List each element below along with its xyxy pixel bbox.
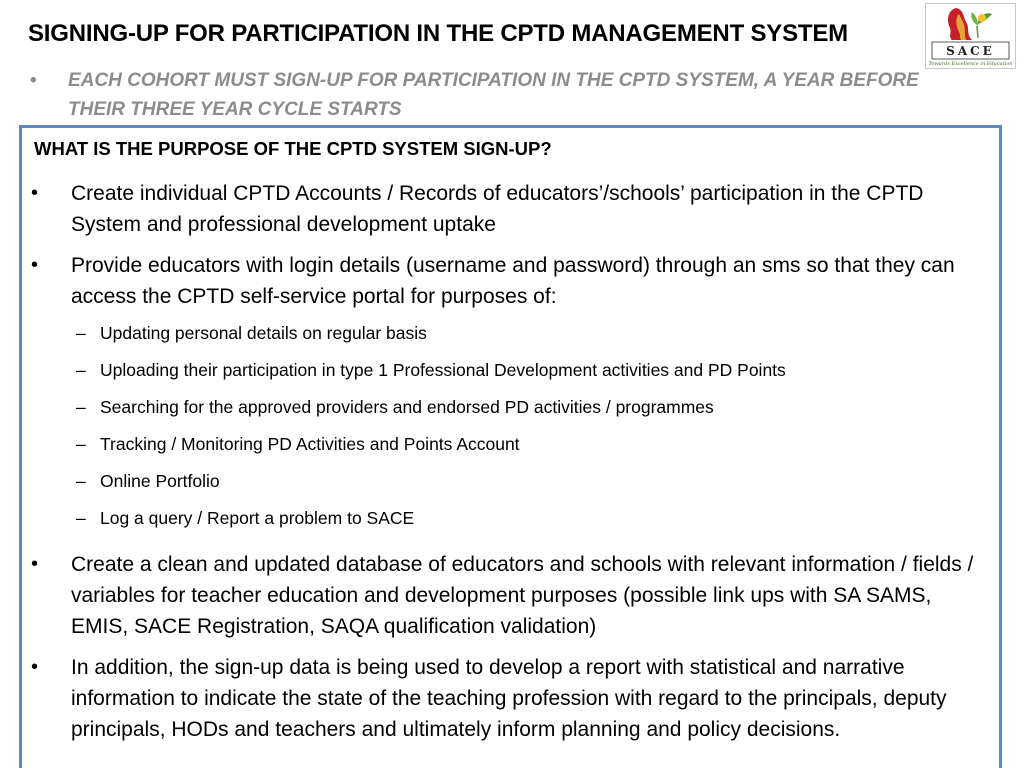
sub-list-item-text: Online Portfolio <box>100 471 220 491</box>
sub-list <box>31 320 986 535</box>
sace-logo-graphic <box>926 4 1015 68</box>
sub-list-item <box>0 394 986 420</box>
bullet-icon: • <box>31 254 39 276</box>
list-item <box>31 250 986 539</box>
sub-list-item <box>0 468 986 494</box>
dash-icon: – <box>76 471 86 491</box>
list-item <box>31 178 986 240</box>
sub-list-item <box>0 357 986 383</box>
dash-icon: – <box>76 360 86 380</box>
purpose-content-box <box>19 125 1002 768</box>
sub-list-item-text: Tracking / Monitoring PD Activities and Points Account <box>100 434 520 454</box>
list-item-text: Provide educators with login details (username and password) through an sms so that they can access the CPTD self-service portal for purposes of: <box>71 254 955 308</box>
subtitle-bullet-icon: • <box>30 70 37 91</box>
dash-icon: – <box>76 323 86 343</box>
subtitle-text: EACH COHORT MUST SIGN-UP FOR PARTICIPATION IN THE CPTD SYSTEM, A YEAR BEFORE THEIR THREE YEAR CYCLE STARTS <box>68 70 919 120</box>
purpose-list <box>31 178 986 755</box>
sub-list-item-text: Log a query / Report a problem to SACE <box>100 508 415 528</box>
subtitle-bullet-item <box>30 66 920 124</box>
sub-list-item <box>0 320 986 346</box>
sub-list-item-text: Uploading their participation in type 1 Professional Development activities and PD Points <box>100 360 786 380</box>
sub-list-item <box>0 505 986 531</box>
list-item-text: In addition, the sign-up data is being used to develop a report with statistical and narrative information to indicate the state of the teaching profession with regard to the principals, deputy principals, HODs and teachers and ultimately inform planning and policy decisions. <box>71 656 947 741</box>
sace-logo <box>925 3 1016 69</box>
box-heading: WHAT IS THE PURPOSE OF THE CPTD SYSTEM SIGN-UP? <box>34 138 552 159</box>
logo-text: SACE <box>946 44 995 58</box>
dash-icon: – <box>76 508 86 528</box>
bullet-icon: • <box>31 553 39 575</box>
list-item <box>31 652 986 745</box>
sub-list-item-text: Searching for the approved providers and endorsed PD activities / programmes <box>100 397 714 417</box>
slide-title: SIGNING-UP FOR PARTICIPATION IN THE CPTD MANAGEMENT SYSTEM <box>28 20 848 47</box>
sub-list-item <box>0 431 986 457</box>
dash-icon: – <box>76 397 86 417</box>
bullet-icon: • <box>31 656 39 678</box>
logo-tagline: Towards Excellence in Education <box>928 61 1013 67</box>
list-item-text: Create individual CPTD Accounts / Records of educators’/schools’ participation in the CPTD System and professional development uptake <box>71 182 924 236</box>
sub-list-item-text: Updating personal details on regular basis <box>100 323 427 343</box>
bullet-icon: • <box>31 182 39 204</box>
list-item-text: Create a clean and updated database of educators and schools with relevant information / fields / variables for teacher education and development purposes (possible link ups with SA SAMS, EMIS, SACE Registration, SAQA qualification validation) <box>71 553 974 638</box>
dash-icon: – <box>76 434 86 454</box>
list-item <box>31 549 986 642</box>
